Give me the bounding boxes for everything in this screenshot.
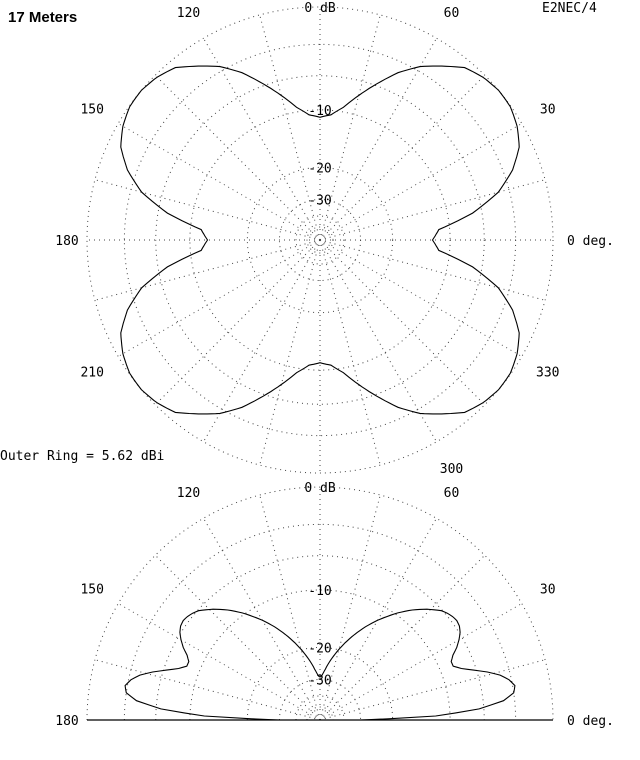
- angle-label: 330: [536, 365, 560, 381]
- brand-label: E2NEC/4: [542, 1, 597, 16]
- angle-label: 150: [80, 582, 104, 598]
- ring-label: 0 dB: [304, 481, 336, 496]
- angle-label: 120: [176, 6, 201, 22]
- angle-label: 300: [439, 461, 464, 477]
- angle-label: 30: [539, 582, 556, 598]
- angle-label: 0 deg.: [567, 234, 614, 249]
- angle-label: 120: [176, 486, 201, 502]
- ring-label: -30: [308, 673, 332, 689]
- angle-label: 180: [55, 714, 79, 729]
- ring-label: -10: [308, 583, 332, 599]
- ring-label: 0 dB: [304, 1, 336, 16]
- angle-label: 60: [443, 6, 460, 22]
- angle-label: 60: [443, 486, 460, 502]
- angle-label: 150: [80, 102, 104, 118]
- angle-label: 0 deg.: [567, 714, 614, 729]
- band-title: 17 Meters: [8, 9, 78, 26]
- angle-label: 180: [55, 234, 79, 249]
- outer-ring-note: Outer Ring = 5.62 dBi: [0, 449, 165, 464]
- ring-label: -20: [308, 161, 332, 177]
- angle-label: 30: [539, 102, 556, 118]
- ring-label: -10: [308, 103, 332, 119]
- ring-label: -20: [308, 641, 332, 657]
- ring-label: -30: [308, 193, 332, 209]
- angle-label: 210: [80, 365, 104, 381]
